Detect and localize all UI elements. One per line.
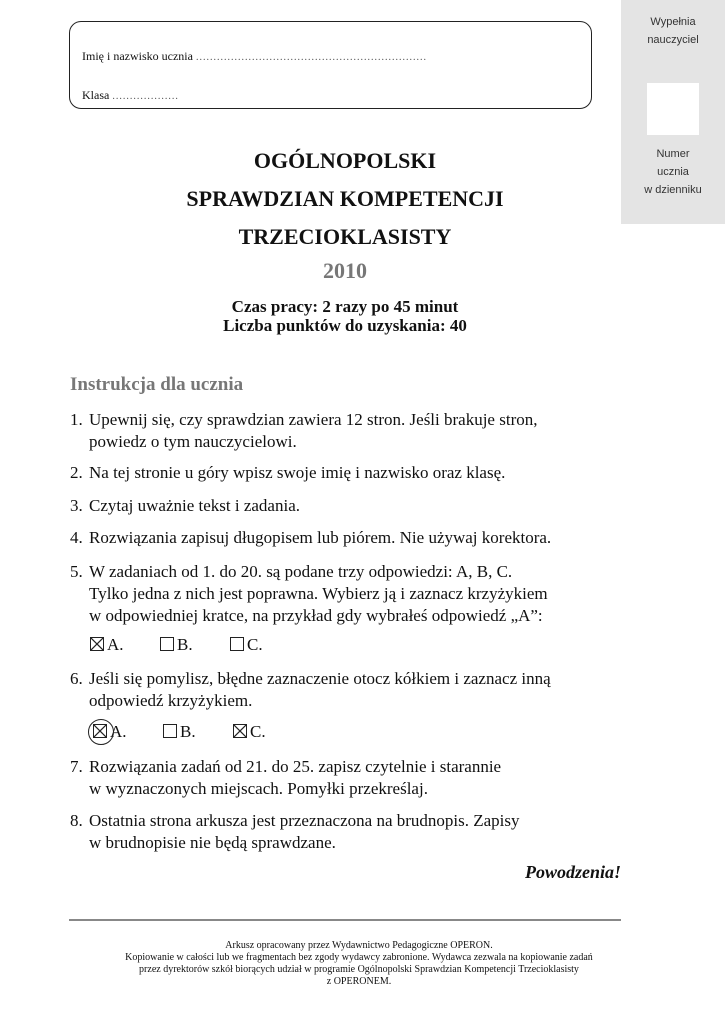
instruction-line: odpowiedź krzyżykiem. <box>89 691 253 710</box>
example2-option-a <box>93 722 127 741</box>
footer <box>69 940 649 988</box>
number-label-line3: w dzienniku <box>644 184 702 196</box>
student-class-label: Klasa <box>82 88 110 102</box>
instruction-number: 3. <box>70 496 83 515</box>
checkbox-empty-icon <box>160 637 174 651</box>
instruction-number: 1. <box>70 410 83 429</box>
instruction-line: Upewnij się, czy sprawdzian zawiera 12 stron. Jeśli brakuje stron, <box>89 410 538 429</box>
option-label: C. <box>247 635 263 654</box>
instruction-item-5 <box>70 561 630 627</box>
exam-points: Liczba punktów do uzyskania: 40 <box>223 316 467 335</box>
instruction-number: 8. <box>70 811 83 830</box>
number-label-line2: ucznia <box>657 166 689 178</box>
instruction-line: powiedz o tym nauczycielowi. <box>89 432 297 451</box>
instruction-line: Na tej stronie u góry wpisz swoje imię i nazwisko oraz klasę. <box>89 463 506 482</box>
footer-line-4: z OPERONEM. <box>326 976 392 987</box>
title-line-2: SPRAWDZIAN KOMPETENCJI <box>186 186 504 211</box>
exam-time: Czas pracy: 2 razy po 45 minut <box>231 297 459 316</box>
instruction-line: Rozwiązania zapisuj długopisem lub piórem. Nie używaj korektora. <box>89 528 552 547</box>
number-label-line1: Numer <box>656 148 690 160</box>
student-number-box[interactable] <box>647 83 699 135</box>
footer-divider <box>69 919 621 921</box>
option-label: A. <box>110 722 127 741</box>
instruction-item-3 <box>70 495 630 517</box>
teacher-panel-header <box>621 13 725 49</box>
footer-line-2: Kopiowanie w całości lub we fragmentach bez zgody wydawcy zabronione. Wydawca zezwala na kopiowanie zadań <box>125 952 593 963</box>
example1-option-a <box>90 635 124 655</box>
instruction-item-1 <box>70 409 630 453</box>
instruction-item-7 <box>70 756 630 800</box>
instruction-number: 6. <box>70 669 83 688</box>
instruction-number: 7. <box>70 757 83 776</box>
checkbox-empty-icon <box>230 637 244 651</box>
option-label: B. <box>177 635 193 654</box>
instruction-number: 2. <box>70 463 83 482</box>
title-line-1: OGÓLNOPOLSKI <box>253 148 437 173</box>
instruction-line: w wyznaczonych miejscach. Pomyłki przekreślaj. <box>89 779 428 798</box>
checkbox-empty-icon <box>163 724 177 738</box>
option-label: A. <box>107 635 124 654</box>
teacher-label-line1: Wypełnia <box>650 16 696 28</box>
instruction-line: Jeśli się pomylisz, błędne zaznaczenie otocz kółkiem i zaznacz inną <box>89 669 551 688</box>
instruction-line: Rozwiązania zadań od 21. do 25. zapisz czytelnie i starannie <box>89 757 502 776</box>
footer-line-3: przez dyrektorów szkół biorących udział w programie Ogólnopolski Sprawdzian Kompetencji Trzecioklasisty <box>139 964 579 975</box>
example1-option-b <box>160 635 193 655</box>
student-class-dots: ................... <box>112 91 179 102</box>
checkbox-crossed-icon <box>233 724 247 738</box>
option-label: C. <box>250 722 266 741</box>
example1-option-c <box>230 635 263 655</box>
student-class-field[interactable] <box>82 88 179 103</box>
instruction-line: Tylko jedna z nich jest poprawna. Wybierz ją i zaznacz krzyżykiem <box>89 584 548 603</box>
instruction-item-6 <box>70 668 630 712</box>
instruction-line: Ostatnia strona arkusza jest przeznaczona na brudnopis. Zapisy <box>89 811 520 830</box>
student-info-box <box>69 21 592 109</box>
checkbox-crossed-icon <box>90 637 104 651</box>
good-luck-text: Powodzenia! <box>524 862 621 882</box>
instructions-heading: Instrukcja dla ucznia <box>70 374 244 395</box>
checkbox-crossed-circled-icon <box>93 724 107 738</box>
title-line-3: TRZECIOKLASISTY <box>238 224 452 249</box>
option-label: B. <box>180 722 196 741</box>
footer-line-1: Arkusz opracowany przez Wydawnictwo Pedagogiczne OPERON. <box>225 940 493 951</box>
example-answer-corrected <box>90 722 266 742</box>
instruction-item-2 <box>70 462 630 484</box>
instruction-line: Czytaj uważnie tekst i zadania. <box>89 496 300 515</box>
example2-option-c <box>233 722 266 742</box>
instruction-number: 5. <box>70 562 83 581</box>
exam-year: 2010 <box>323 258 367 283</box>
instruction-line: w brudnopisie nie będą sprawdzane. <box>89 833 336 852</box>
instruction-line: w odpowiedniej kratce, na przykład gdy wybrałeś odpowiedź „A”: <box>89 606 543 625</box>
student-name-dots: .................................................................. <box>195 52 427 63</box>
instruction-item-4 <box>70 527 630 549</box>
instruction-item-8 <box>70 810 630 854</box>
example2-option-b <box>163 722 196 742</box>
instruction-line: W zadaniach od 1. do 20. są podane trzy odpowiedzi: A, B, C. <box>89 562 513 581</box>
student-name-label: Imię i nazwisko ucznia <box>82 49 193 63</box>
instruction-number: 4. <box>70 528 83 547</box>
student-name-field[interactable] <box>82 49 427 64</box>
teacher-label-line2: nauczyciel <box>647 34 699 46</box>
